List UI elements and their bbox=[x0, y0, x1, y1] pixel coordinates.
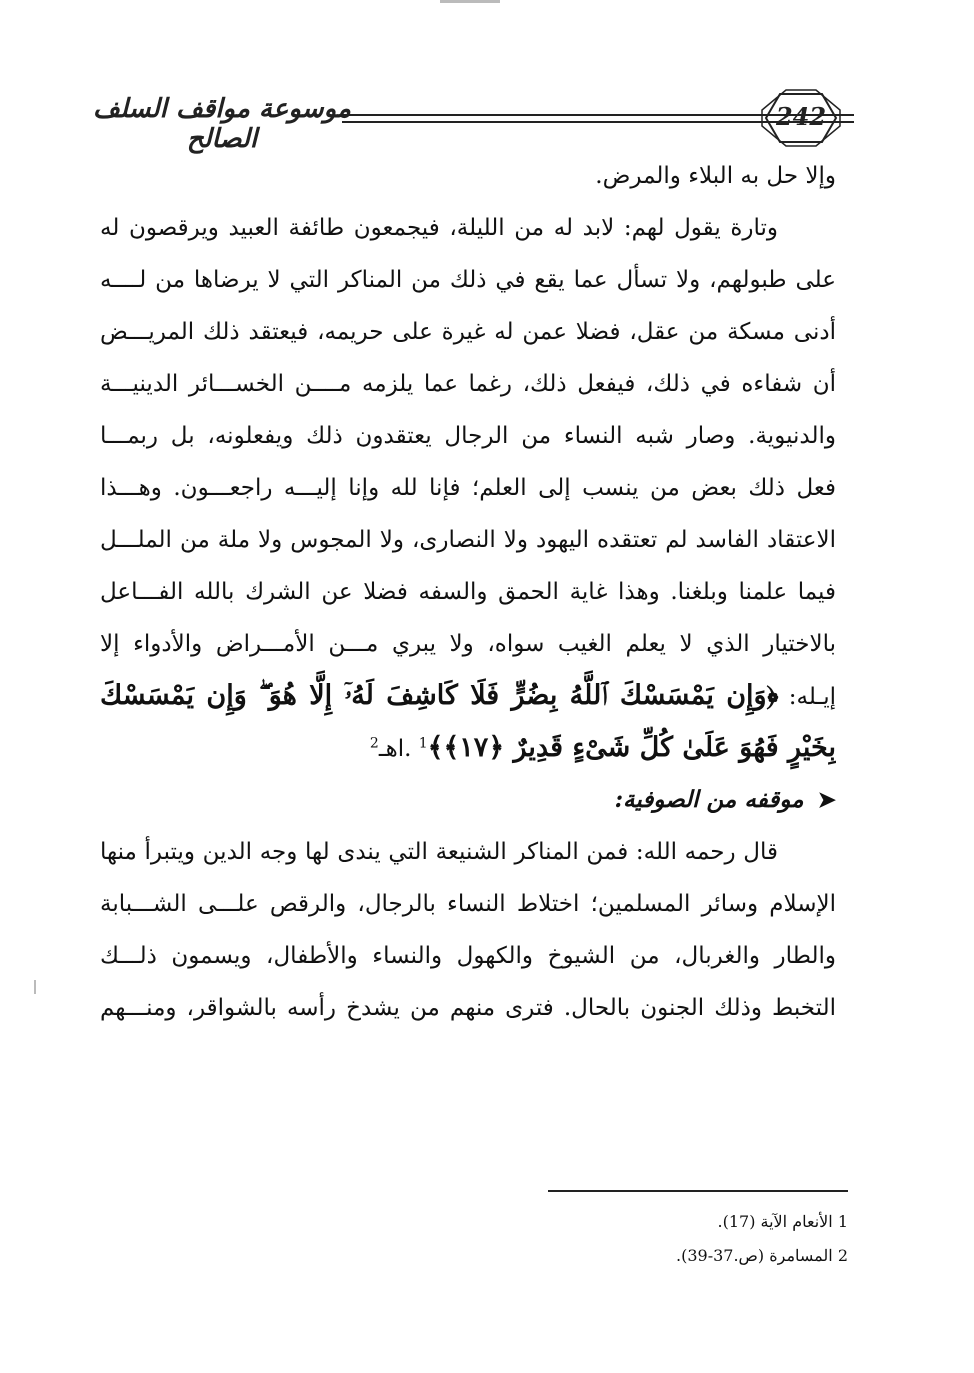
text-line: أن شفاءه في ذلك، فيفعل ذلك، رغما عما يلزمه مــــن الخســـائر الدينيـــة bbox=[100, 371, 836, 397]
text-line: والطار والغربال، من الشيوخ والكهول والنساء والأطفال، ويسمون ذلـــك bbox=[100, 943, 836, 969]
scan-artifact bbox=[440, 0, 500, 3]
body-text bbox=[100, 150, 836, 1034]
quran-verse-part-1: ﴿وَإِن يَمْسَسْكَ ٱللَّهُ بِضُرٍّ فَلَا كَاشِفَ لَهُۥٓ إِلَّا هُوَ ۖ وَإِن يَمْسَسْكَ bbox=[100, 680, 779, 711]
book-title: موسوعة مواقف السلف الصالح bbox=[93, 94, 351, 154]
text-line: الإسلام وسائر المسلمين؛ اختلاط النساء بالرجال، والرقص علـــى الشـــبابة bbox=[100, 891, 836, 917]
footnote-1: 1 الأنعام الآية (17). bbox=[717, 1212, 848, 1231]
footnote-separator bbox=[548, 1190, 848, 1192]
text-line: قال رحمه الله: فمن المناكر الشنيعة التي يندى لها وجه الدين ويتبرأ منها bbox=[100, 839, 778, 865]
text-line: الاعتقاد الفاسد لم تعتقده اليهود ولا النصارى، ولا المجوس ولا ملة من الملـــل bbox=[100, 527, 836, 553]
text-line: فعل ذلك بعض من ينسب إلى العلم؛ فإنا لله وإنا إليـــه راجعـــون. وهـــذا bbox=[100, 475, 836, 501]
text-line: بالاختيار الذي لا يعلم الغيب سواه، ولا يبري مـــن الأمـــراض والأدواء إلا bbox=[100, 631, 836, 657]
section-heading-text: موقفه من الصوفية: bbox=[614, 786, 804, 813]
text-line: والدنيوية. وصار شبه النساء من الرجال يعتقدون ذلك ويفعلونه، بل ربمـــا bbox=[100, 423, 836, 449]
quran-intro: إيـله: bbox=[788, 684, 836, 710]
text-line: التخبط وذلك الجنون بالحال. فترى منهم من يشدخ رأسه بالشواقر، ومنـــهم bbox=[100, 995, 836, 1021]
page-number: 242 bbox=[775, 102, 827, 131]
text-line: أدنى مسكة من عقل، فضلا عمن له غيرة على حريمه، فيعتقد ذلك المريـــض bbox=[100, 319, 836, 345]
quran-end: .اهـ bbox=[378, 736, 412, 762]
quran-line-1 bbox=[100, 670, 836, 722]
page-header bbox=[92, 88, 844, 154]
arrow-bullet-icon: ➤ bbox=[817, 787, 836, 813]
text-line: على طبولهم، ولا تسأل عما يقع في ذلك من المناكر التي لا يرضاها من لــــه bbox=[100, 267, 836, 293]
page-number-badge bbox=[760, 88, 842, 148]
quran-verse-part-2: بِخَيْرٍ فَهُوَ عَلَىٰ كُلِّ شَىْءٍ قَدِيرٌ ﴿١٧﴾﴾ bbox=[427, 732, 836, 763]
section-heading bbox=[100, 774, 836, 826]
quran-line-2 bbox=[100, 722, 836, 774]
text-line: وتارة يقول لهم: لابد له من الليلة، فيجمعون طائفة العبيد ويرقصون له bbox=[100, 215, 778, 241]
text-line: وإلا حل به البلاء والمرض. bbox=[595, 163, 836, 189]
footnotes bbox=[548, 1205, 848, 1273]
text-line: فيما علمنا وبلغنا. وهذا غاية الحمق والسفه فضلا عن الشرك بالله الفـــاعل bbox=[100, 579, 836, 605]
scan-artifact bbox=[34, 980, 36, 994]
footnote-ref-2: 2 bbox=[369, 735, 379, 752]
footnote-ref-1: 1 bbox=[418, 735, 428, 752]
footnote-2: 2 المسامرة (ص.37-39). bbox=[676, 1246, 848, 1265]
